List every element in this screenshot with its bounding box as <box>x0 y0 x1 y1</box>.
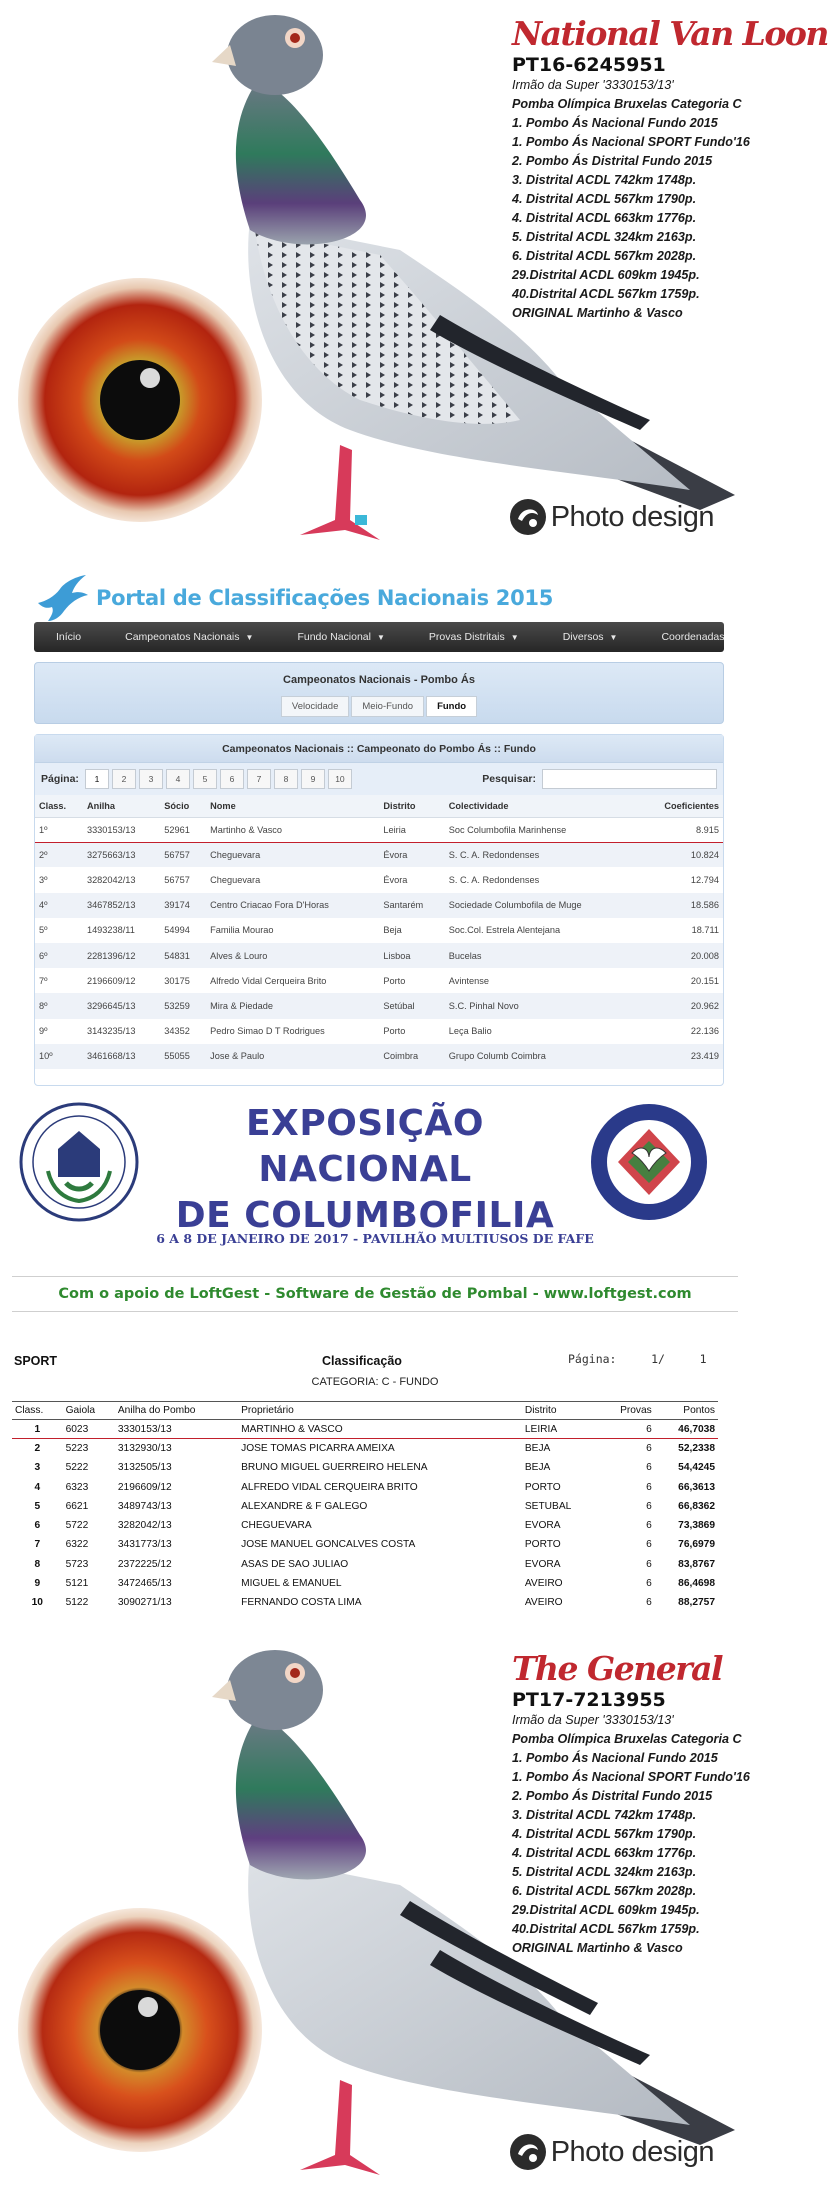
page-button[interactable]: 5 <box>193 769 217 789</box>
table-cell: Leiria <box>379 817 444 842</box>
achievement-line: 1. Pombo Ás Nacional SPORT Fundo'16 <box>512 1770 750 1784</box>
report-cell: 6 <box>646 1500 652 1512</box>
report-cell: 5 <box>34 1500 41 1512</box>
achievement-line: 6. Distrital ACDL 567km 2028p. <box>512 1884 697 1898</box>
classification-report <box>0 1340 750 1635</box>
report-cell: 3132505/13 <box>117 1462 172 1474</box>
report-cell: ALEXANDRE & F GALEGO <box>241 1500 368 1512</box>
caret-down-icon: ▼ <box>245 633 254 642</box>
pigeon-achievements <box>512 1711 748 1958</box>
report-cell: 3090271/13 <box>117 1597 172 1609</box>
classification-table <box>35 795 723 1069</box>
report-row <box>12 1555 718 1574</box>
table-row[interactable] <box>35 1044 723 1069</box>
achievement-line: 1. Pombo Ás Nacional SPORT Fundo'16 <box>512 135 750 149</box>
report-title: Classificação <box>322 1354 402 1368</box>
table-row[interactable] <box>35 943 723 968</box>
report-cell: 83,8767 <box>678 1558 715 1570</box>
achievement-line: 3. Distrital ACDL 742km 1748p. <box>512 1808 697 1822</box>
page-button[interactable]: 10 <box>328 769 352 789</box>
table-cell: S. C. A. Redondenses <box>448 850 540 861</box>
photo-design-icon <box>508 497 548 537</box>
report-cell: 6621 <box>65 1500 89 1512</box>
column-header: Anilha do Pombo <box>115 1402 238 1420</box>
nav-label: Coordenadas <box>661 631 725 643</box>
report-cell: 66,8362 <box>678 1500 715 1512</box>
table-cell: 2196609/12 <box>86 975 136 986</box>
report-cell: 6 <box>646 1481 652 1493</box>
achievement-line: 4. Distrital ACDL 567km 1790p. <box>512 1827 697 1841</box>
report-cell: 6 <box>646 1539 652 1551</box>
page-button[interactable]: 1 <box>85 769 109 789</box>
table-cell: 3330153/13 <box>83 817 160 842</box>
achievement-line: 3. Distrital ACDL 742km 1748p. <box>512 173 697 187</box>
nav-label: Provas Distritais <box>428 631 505 643</box>
search-label: Pesquisar: <box>482 773 536 785</box>
table-header-row <box>35 795 723 817</box>
pigeon-info-bottom <box>512 1649 748 1958</box>
report-cell: 1 <box>12 1420 63 1439</box>
table-cell: 55055 <box>164 1051 190 1062</box>
column-header: Gaiola <box>63 1402 115 1420</box>
table-cell: 3296645/13 <box>86 1000 136 1011</box>
achievement-line: 6. Distrital ACDL 567km 2028p. <box>512 249 697 263</box>
table-cell: Porto <box>383 1026 406 1037</box>
report-category: CATEGORIA: C - FUNDO <box>311 1376 439 1388</box>
achievement-line: 29.Distrital ACDL 609km 1945p. <box>512 268 700 282</box>
portal-section <box>0 555 750 1095</box>
table-row[interactable] <box>35 893 723 918</box>
report-cell: 6 <box>599 1420 655 1439</box>
table-cell: 10.824 <box>690 850 719 861</box>
loftgest-banner[interactable]: Com o apoio de LoftGest - Software de Gestão de Pombal - www.loftgest.com <box>12 1276 738 1312</box>
nav-inicio[interactable] <box>34 622 103 652</box>
tab-velocidade[interactable]: Velocidade <box>281 696 349 717</box>
page-button[interactable]: 6 <box>220 769 244 789</box>
tab-fundo[interactable]: Fundo <box>426 696 477 717</box>
column-header: Class. <box>12 1402 63 1420</box>
column-header[interactable]: Nome <box>206 795 379 817</box>
report-cell: 52,2338 <box>678 1443 715 1455</box>
table-cell: Sociedade Columbofila de Muge <box>448 900 582 911</box>
report-header-row <box>12 1402 718 1420</box>
table-row[interactable] <box>35 918 723 943</box>
category-panel-title: Campeonatos Nacionais - Pombo Ás <box>283 674 475 686</box>
page-label: Página: <box>41 773 79 785</box>
table-row[interactable] <box>35 993 723 1018</box>
table-cell: S. C. A. Redondenses <box>448 874 540 885</box>
report-cell: 8 <box>34 1558 41 1570</box>
table-row[interactable] <box>35 867 723 892</box>
report-cell: 3431773/13 <box>117 1539 172 1551</box>
column-header: Proprietário <box>238 1402 522 1420</box>
report-cell: 86,4698 <box>678 1578 715 1590</box>
table-cell: 54831 <box>164 950 190 961</box>
nav-label: Início <box>56 631 82 643</box>
pigeon-name: The General <box>512 1649 723 1688</box>
nav-campeonatos-nacionais[interactable] <box>103 622 275 652</box>
expo-banner <box>0 1095 750 1246</box>
report-cell: 6023 <box>63 1420 115 1439</box>
page-button[interactable]: 3 <box>139 769 163 789</box>
report-cell: SETUBAL <box>524 1500 572 1512</box>
nav-diversos[interactable] <box>541 622 640 652</box>
report-cell: LEIRIA <box>522 1420 599 1439</box>
table-row[interactable] <box>35 968 723 993</box>
category-tabs <box>35 696 723 717</box>
table-cell: 18.711 <box>691 925 719 936</box>
table-cell: S.C. Pinhal Novo <box>448 1000 519 1011</box>
page-button[interactable]: 7 <box>247 769 271 789</box>
report-row <box>12 1458 718 1477</box>
table-cell: 53259 <box>164 1000 190 1011</box>
pigeon-ring: PT17-7213955 <box>512 1689 666 1711</box>
report-cell: 6 <box>646 1558 652 1570</box>
table-row[interactable] <box>35 817 723 842</box>
photo-design-text: Photo design <box>550 500 714 533</box>
table-cell: Setúbal <box>383 1000 415 1011</box>
report-cell: 46,7038 <box>655 1420 718 1439</box>
expo-title <box>140 1101 590 1239</box>
nav-provas-distritais[interactable] <box>407 622 541 652</box>
report-cell: CHEGUEVARA <box>241 1520 312 1532</box>
table-cell: 20.962 <box>690 1000 719 1011</box>
page-button[interactable]: 9 <box>301 769 325 789</box>
caret-down-icon: ▼ <box>609 633 618 642</box>
report-cell: 3132930/13 <box>117 1443 172 1455</box>
report-cell: 5222 <box>65 1462 89 1474</box>
table-cell: Soc Columbofila Marinhense <box>445 817 638 842</box>
pigeon-section-top <box>0 0 828 555</box>
report-cell: 5722 <box>65 1520 89 1532</box>
report-cell: 6 <box>646 1443 652 1455</box>
achievement-line: Pomba Olímpica Bruxelas Categoria C <box>512 1732 742 1746</box>
column-header: Provas <box>599 1402 655 1420</box>
achievement-line: 40.Distrital ACDL 567km 1759p. <box>512 1922 700 1936</box>
report-cell: MIGUEL & EMANUEL <box>241 1578 342 1590</box>
report-cell: ASAS DE SAO JULIAO <box>241 1558 349 1570</box>
achievement-line: Pomba Olímpica Bruxelas Categoria C <box>512 97 742 111</box>
expo-title-line: EXPOSIÇÃO NACIONAL <box>245 1103 485 1190</box>
table-cell: 1493238/11 <box>86 925 135 936</box>
table-cell: 2º <box>39 850 48 861</box>
table-cell: 10º <box>39 1051 53 1062</box>
table-cell: 1º <box>35 817 83 842</box>
tab-meio-fundo[interactable]: Meio-Fundo <box>351 696 424 717</box>
achievement-line: Irmão da Super '3330153/13' <box>512 78 674 92</box>
bird-logo-icon <box>34 573 90 623</box>
results-title: Campeonatos Nacionais :: Campeonato do Pombo Ás :: Fundo <box>35 735 723 763</box>
table-cell: 52961 <box>160 817 206 842</box>
table-cell: 3º <box>39 874 48 885</box>
nav-label: Campeonatos Nacionais <box>125 631 240 643</box>
column-header[interactable]: Class. <box>35 795 83 817</box>
table-cell: 6º <box>39 950 48 961</box>
achievement-line: 2. Pombo Ás Distrital Fundo 2015 <box>512 1789 713 1803</box>
report-table <box>12 1401 718 1612</box>
table-row[interactable] <box>35 1019 723 1044</box>
expo-title-line: DE COLUMBOFILIA <box>175 1195 555 1236</box>
achievement-line: 1. Pombo Ás Nacional Fundo 2015 <box>512 116 718 130</box>
report-cell: BEJA <box>524 1462 551 1474</box>
achievement-line: 4. Distrital ACDL 567km 1790p. <box>512 192 697 206</box>
table-cell: 12.794 <box>690 874 719 885</box>
caret-down-icon: ▼ <box>510 633 519 642</box>
table-cell: Cheguevara <box>210 874 261 885</box>
pager-row <box>35 763 723 795</box>
table-cell: 39174 <box>164 900 190 911</box>
table-cell: 30175 <box>164 975 190 986</box>
report-cell: EVORA <box>524 1558 561 1570</box>
report-cell: 2196609/12 <box>117 1481 172 1493</box>
report-cell: 9 <box>34 1578 41 1590</box>
search-input[interactable] <box>542 769 717 789</box>
report-cell: 54,4245 <box>678 1462 715 1474</box>
achievement-line: 1. Pombo Ás Nacional Fundo 2015 <box>512 1751 718 1765</box>
table-cell: 56757 <box>164 874 190 885</box>
table-cell: Évora <box>383 874 408 885</box>
column-header[interactable]: Coeficientes <box>637 795 723 817</box>
report-row <box>12 1477 718 1496</box>
report-page-total: 1 <box>699 1352 707 1366</box>
category-panel <box>34 662 724 724</box>
table-cell: 18.586 <box>690 900 719 911</box>
caret-down-icon: ▼ <box>376 633 385 642</box>
report-cell: ALFREDO VIDAL CERQUEIRA BRITO <box>241 1481 418 1493</box>
table-cell: 34352 <box>164 1026 190 1037</box>
table-cell: Jose & Paulo <box>210 1051 265 1062</box>
table-cell: 20.151 <box>690 975 719 986</box>
column-header[interactable]: Anilha <box>83 795 160 817</box>
nav-fundo-nacional[interactable] <box>275 622 406 652</box>
pigeon-ring: PT16-6245951 <box>512 54 666 76</box>
table-cell: 2281396/12 <box>86 950 136 961</box>
achievement-line: 4. Distrital ACDL 663km 1776p. <box>512 1846 697 1860</box>
table-cell: Lisboa <box>383 950 411 961</box>
report-cell: 6 <box>34 1520 41 1532</box>
table-cell: 54994 <box>164 925 190 936</box>
pigeon-info-top <box>512 14 828 323</box>
report-cell: 5223 <box>65 1443 89 1455</box>
table-row[interactable] <box>35 842 723 867</box>
table-cell: Avintense <box>448 975 489 986</box>
table-cell: 5º <box>39 925 48 936</box>
achievement-line: 2. Pombo Ás Distrital Fundo 2015 <box>512 154 713 168</box>
page-button[interactable]: 4 <box>166 769 190 789</box>
photo-design-text: Photo design <box>550 2135 714 2168</box>
photo-design-logo <box>508 497 714 537</box>
column-header: Pontos <box>655 1402 718 1420</box>
table-cell: 9º <box>39 1026 48 1037</box>
table-cell: Alves & Louro <box>210 950 268 961</box>
report-cell: 6322 <box>65 1539 89 1551</box>
table-cell: Soc.Col. Estrela Alentejana <box>448 925 561 936</box>
table-cell: Mira & Piedade <box>210 1000 273 1011</box>
report-cell: 6 <box>646 1462 652 1474</box>
table-cell: 22.136 <box>690 1026 719 1037</box>
table-cell: Familia Mourao <box>210 925 274 936</box>
table-cell: 56757 <box>164 850 190 861</box>
table-cell: 3282042/13 <box>86 874 136 885</box>
pigeon-achievements <box>512 76 748 323</box>
achievement-line: 40.Distrital ACDL 567km 1759p. <box>512 287 700 301</box>
table-cell: 8º <box>39 1000 48 1011</box>
achievement-line: Irmão da Super '3330153/13' <box>512 1713 674 1727</box>
table-cell: 3275663/13 <box>86 850 136 861</box>
photo-design-icon <box>508 2132 548 2172</box>
table-cell: Grupo Columb Coimbra <box>448 1051 546 1062</box>
achievement-line: 4. Distrital ACDL 663km 1776p. <box>512 211 697 225</box>
table-cell: Évora <box>383 850 408 861</box>
achievement-line: 29.Distrital ACDL 609km 1945p. <box>512 1903 700 1917</box>
report-cell: EVORA <box>524 1520 561 1532</box>
results-panel <box>34 734 724 1086</box>
report-table-wrap <box>12 1401 718 1612</box>
report-cell: 3282042/13 <box>117 1520 172 1532</box>
achievement-line: ORIGINAL Martinho & Vasco <box>512 1941 683 1955</box>
report-row <box>12 1574 718 1593</box>
table-cell: Alfredo Vidal Cerqueira Brito <box>210 975 327 986</box>
report-cell: JOSE TOMAS PICARRA AMEIXA <box>241 1443 395 1455</box>
federation-seal-icon <box>588 1101 710 1223</box>
report-cell: 6 <box>646 1597 652 1609</box>
report-cell: 7 <box>34 1539 41 1551</box>
report-cell: 10 <box>31 1597 43 1609</box>
report-row <box>12 1497 718 1516</box>
report-cell: PORTO <box>524 1539 561 1551</box>
report-cell: 3330153/13 <box>115 1420 238 1439</box>
report-cell: 3472465/13 <box>117 1578 172 1590</box>
report-cell: 2372225/12 <box>117 1558 172 1570</box>
report-cell: JOSE MANUEL GONCALVES COSTA <box>241 1539 416 1551</box>
report-cell: 88,2757 <box>678 1597 715 1609</box>
report-cell: 66,3613 <box>678 1481 715 1493</box>
nav-label: Fundo Nacional <box>297 631 371 643</box>
table-cell: 20.008 <box>690 950 719 961</box>
column-header[interactable]: Sócio <box>160 795 206 817</box>
braga-association-seal-icon <box>18 1101 140 1223</box>
report-cell: AVEIRO <box>524 1597 563 1609</box>
achievement-line: 5. Distrital ACDL 324km 2163p. <box>512 230 697 244</box>
table-cell: 23.419 <box>690 1051 719 1062</box>
table-cell: Leça Balio <box>448 1026 492 1037</box>
table-cell: 3143235/13 <box>86 1026 136 1037</box>
report-cell: 4 <box>34 1481 41 1493</box>
report-cell: PORTO <box>524 1481 561 1493</box>
report-page-indicator <box>568 1352 707 1366</box>
table-cell: Coimbra <box>383 1051 419 1062</box>
table-cell: Pedro Simao D T Rodrigues <box>210 1026 325 1037</box>
report-row <box>12 1535 718 1554</box>
column-header[interactable]: Distrito <box>379 795 444 817</box>
report-cell: 2 <box>34 1443 41 1455</box>
table-cell: Santarém <box>383 900 424 911</box>
report-page-label: Página: <box>568 1352 617 1366</box>
report-cell: 5723 <box>65 1558 89 1570</box>
report-sport-label: SPORT <box>14 1354 58 1368</box>
report-cell: FERNANDO COSTA LIMA <box>241 1597 362 1609</box>
table-cell: Bucelas <box>448 950 482 961</box>
column-header[interactable]: Colectividade <box>445 795 638 817</box>
report-cell: 3 <box>34 1462 41 1474</box>
report-row <box>12 1420 718 1439</box>
report-page-value: 1/ <box>651 1352 665 1366</box>
table-cell: 3461668/13 <box>86 1051 136 1062</box>
table-cell: 3467852/13 <box>86 900 136 911</box>
table-cell: Centro Criacao Fora D'Horas <box>210 900 329 911</box>
table-cell: Martinho & Vasco <box>206 817 379 842</box>
report-cell: 6323 <box>65 1481 89 1493</box>
table-cell: Porto <box>383 975 406 986</box>
report-row <box>12 1516 718 1535</box>
report-row <box>12 1439 718 1458</box>
achievement-line: ORIGINAL Martinho & Vasco <box>512 306 683 320</box>
report-cell: BEJA <box>524 1443 551 1455</box>
report-cell: 5121 <box>65 1578 89 1590</box>
table-cell: 4º <box>39 900 48 911</box>
portal-title: Portal de Classificações Nacionais 2015 <box>96 586 554 610</box>
page-button[interactable]: 8 <box>274 769 298 789</box>
report-cell: MARTINHO & VASCO <box>238 1420 522 1439</box>
nav-label: Diversos <box>562 631 604 643</box>
achievement-line: 5. Distrital ACDL 324km 2163p. <box>512 1865 697 1879</box>
report-cell: 76,6979 <box>678 1539 715 1551</box>
report-cell: BRUNO MIGUEL GUERREIRO HELENA <box>241 1462 428 1474</box>
main-navbar <box>34 622 724 652</box>
portal-header <box>34 573 553 623</box>
expo-subtitle: 6 A 8 DE JANEIRO DE 2017 - PAVILHÃO MULTIUSOS DE FAFE <box>156 1231 594 1246</box>
report-cell: 73,3869 <box>678 1520 715 1532</box>
pigeon-section-bottom <box>0 1635 750 2190</box>
report-row <box>12 1593 718 1612</box>
table-cell: 8.915 <box>637 817 723 842</box>
report-cell: 6 <box>646 1520 652 1532</box>
table-cell: 7º <box>39 975 48 986</box>
table-cell: Beja <box>383 925 402 936</box>
report-cell: 6 <box>646 1578 652 1590</box>
report-cell: AVEIRO <box>524 1578 563 1590</box>
nav-coordenadas[interactable] <box>639 622 746 652</box>
page-button[interactable]: 2 <box>112 769 136 789</box>
pigeon-name: National Van Loon <box>512 14 828 53</box>
report-cell: 3489743/13 <box>117 1500 172 1512</box>
table-cell: Cheguevara <box>210 850 261 861</box>
column-header: Distrito <box>522 1402 599 1420</box>
report-cell: 5122 <box>65 1597 89 1609</box>
photo-design-logo <box>508 2132 714 2172</box>
